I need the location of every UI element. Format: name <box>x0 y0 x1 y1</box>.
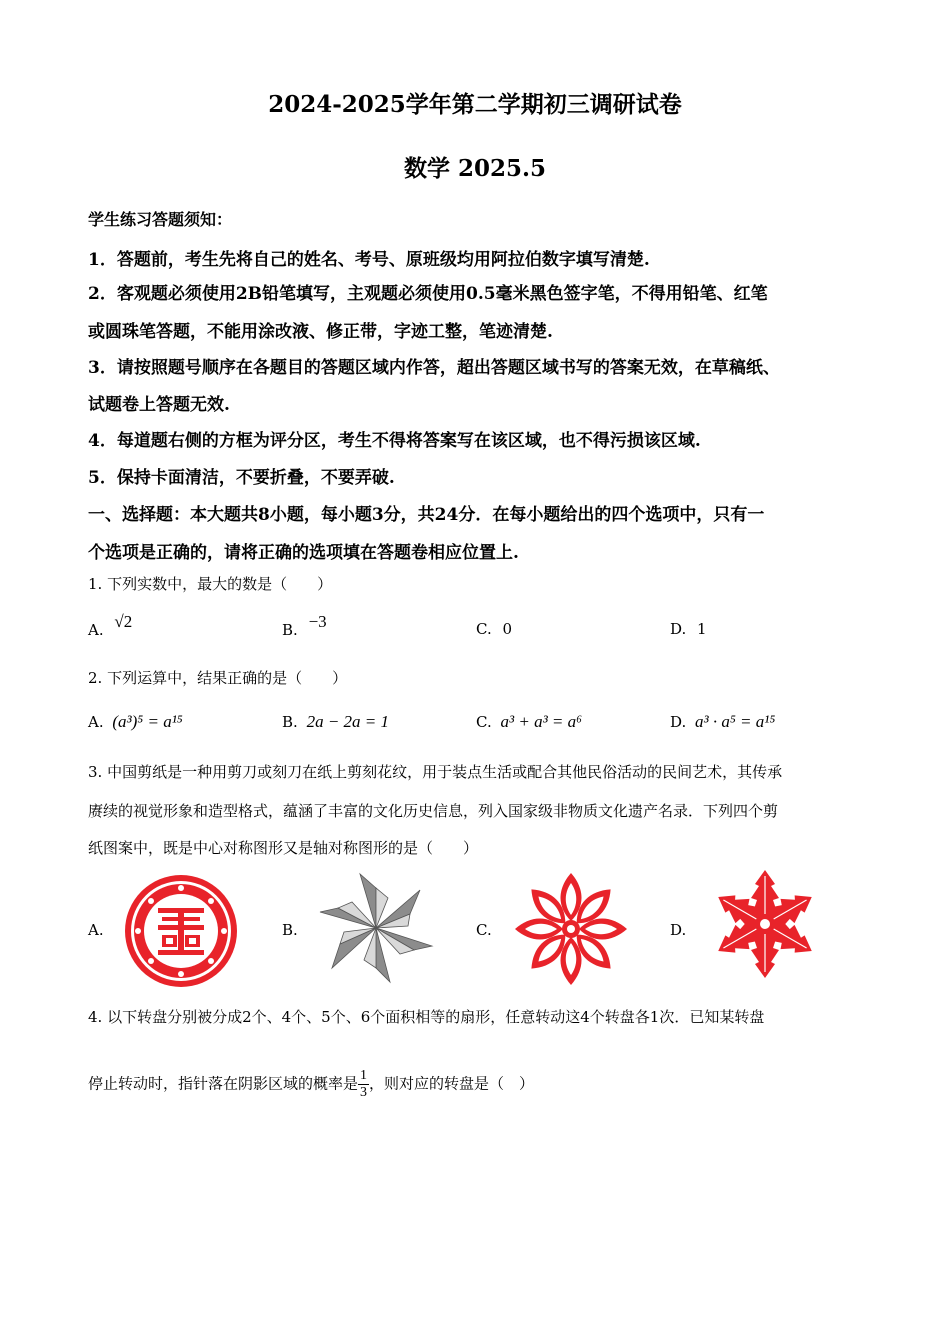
question-4-text-end: ，则对应的转盘是（ ） <box>369 1074 535 1093</box>
q1-option-c <box>476 620 512 638</box>
notice-heading: 学生练习答题须知： <box>88 210 233 229</box>
option-value: 0 <box>502 620 513 638</box>
exam-title: 2024-2025学年第二学期初三调研试卷 <box>268 91 682 118</box>
q1-option-d <box>670 620 707 638</box>
paper-cut-pinwheel <box>316 870 436 986</box>
question-3-line: 纸图案中，既是中心对称图形又是轴对称图形的是（ ） <box>88 839 479 857</box>
notice-item: 2．客观题必须使用2B铅笔填写，主观题必须使用0.5毫米黑色签字笔，不得用铅笔、红笔 <box>88 284 768 304</box>
option-value: 1 <box>697 620 707 638</box>
paper-cut-flower <box>512 870 630 988</box>
option-label: B. <box>282 713 298 731</box>
notice-item: 试题卷上答题无效. <box>88 395 230 415</box>
q1-option-b <box>282 612 327 640</box>
q3-option-d-label: D. <box>670 921 687 939</box>
notice-item: 4．每道题右侧的方框为评分区，考生不得将答案写在该区域，也不得污损该区域. <box>88 431 701 451</box>
question-3-line: 赓续的视觉形象和造型格式，蕴涵了丰富的文化历史信息，列入国家级非物质文化遗产名录．下列四个剪 <box>88 802 779 820</box>
probability-fraction <box>358 1068 369 1101</box>
option-value: 2a − 2a = 1 <box>306 712 390 731</box>
notice-item: 3．请按照题号顺序在各题目的答题区域内作答，超出答题区域书写的答案无效，在草稿纸、 <box>88 358 780 378</box>
q2-option-b <box>282 712 389 732</box>
option-label: B. <box>282 621 298 639</box>
q2-option-c <box>476 712 582 732</box>
fraction-denominator: 3 <box>360 1085 368 1100</box>
option-label: D. <box>670 620 687 638</box>
option-label: C. <box>476 620 492 638</box>
question-3-line: 3. 中国剪纸是一种用剪刀或刻刀在纸上剪刻花纹，用于装点生活或配合其他民俗活动的民间艺术，其传承 <box>88 763 783 781</box>
option-value: a³ + a³ = a⁶ <box>500 712 583 731</box>
q2-option-d <box>670 712 775 732</box>
exam-subtitle: 数学 2025.5 <box>403 155 547 182</box>
question-4-line-2 <box>88 1068 868 1101</box>
notice-item: 5．保持卡面清洁，不要折叠，不要弄破. <box>88 468 395 488</box>
option-label: A. <box>88 621 104 639</box>
q3-option-b-label: B. <box>282 921 298 939</box>
option-label: D. <box>670 713 687 731</box>
fraction-numerator: 1 <box>360 1068 368 1083</box>
option-label: A. <box>88 713 104 731</box>
question-4-text: 停止转动时，指针落在阴影区域的概率是 <box>88 1074 359 1093</box>
paper-cut-leaf-star <box>708 868 822 980</box>
q3-option-c-label: C. <box>476 921 492 939</box>
notice-item: 或圆珠笔答题，不能用涂改液、修正带，字迹工整，笔迹清楚. <box>88 322 553 342</box>
question-4-line: 4. 以下转盘分别被分成2个、4个、5个、6个面积相等的扇形，任意转动这4个转盘各1次．已知某转盘 <box>88 1008 765 1026</box>
option-value: a³ · a⁵ = a¹⁵ <box>695 712 776 731</box>
option-value: (a³)⁵ = a¹⁵ <box>112 712 183 731</box>
question-2-stem: 2. 下列运算中，结果正确的是（ ） <box>88 669 348 687</box>
option-value: √2 <box>114 612 133 631</box>
section-heading-cont: 个选项是正确的，请将正确的选项填在答题卷相应位置上. <box>88 543 519 563</box>
question-1-stem: 1. 下列实数中，最大的数是（ ） <box>88 575 333 593</box>
section-heading: 一、选择题：本大题共8小题，每小题3分，共24分．在每小题给出的四个选项中，只有一 <box>88 505 765 525</box>
paper-cut-double-happiness <box>122 872 240 990</box>
option-label: C. <box>476 713 492 731</box>
q1-option-a <box>88 612 133 640</box>
q3-option-a-label: A. <box>88 921 104 939</box>
q2-option-a <box>88 712 183 732</box>
option-value: −3 <box>308 612 327 631</box>
notice-item: 1．答题前，考生先将自己的姓名、考号、原班级均用阿拉伯数字填写清楚. <box>88 250 650 270</box>
